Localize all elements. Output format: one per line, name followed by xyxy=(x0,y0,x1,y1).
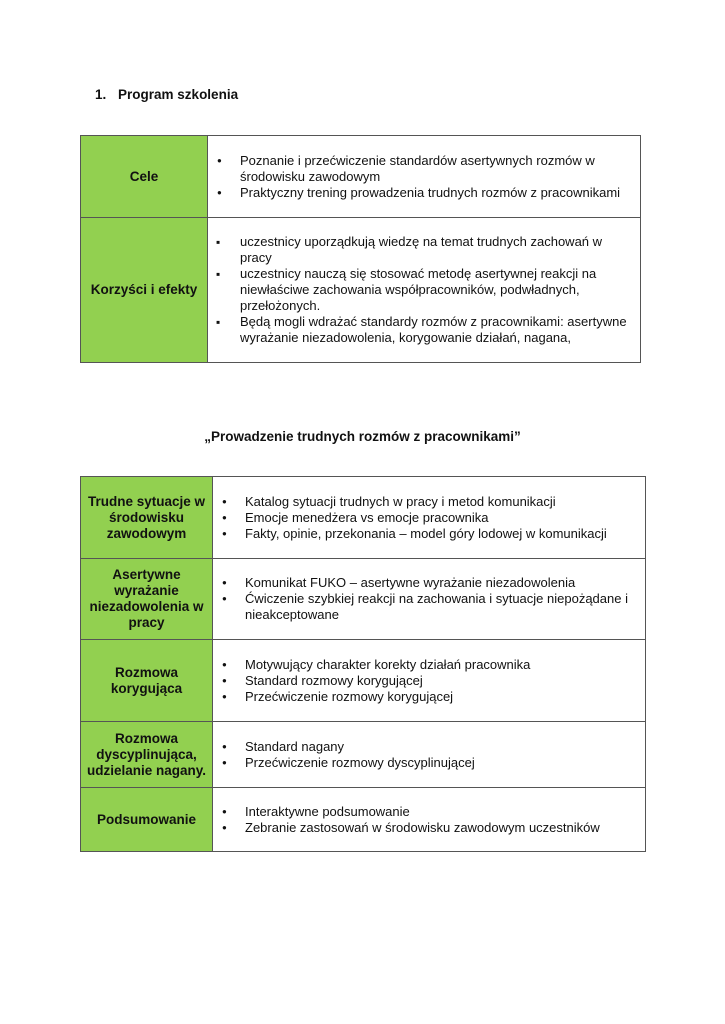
list-item: ● Emocje menedżera vs emocje pracownika xyxy=(219,510,637,526)
list-item: ● Przećwiczenie rozmowy korygującej xyxy=(219,689,637,705)
list-item: ● Praktyczny trening prowadzenia trudnych rozmów z pracownikami xyxy=(214,185,632,201)
list-item: ● Ćwiczenie szybkiej reakcji na zachowania i sytuacje niepożądane i nieakceptowane xyxy=(219,591,637,623)
table-row xyxy=(81,788,646,852)
table-row xyxy=(81,136,641,218)
table-row xyxy=(81,559,646,640)
list-item: ● Przećwiczenie rozmowy dyscyplinującej xyxy=(219,755,637,771)
row-label: Rozmowa dyscyplinująca, udzielanie nagany. xyxy=(81,722,213,788)
row-content xyxy=(213,722,646,788)
row-content xyxy=(208,136,641,218)
row-label: Rozmowa korygująca xyxy=(81,640,213,722)
list-item: ▪ Będą mogli wdrażać standardy rozmów z pracownikami: asertywne wyrażanie niezadowolenia, korygowanie działań, nagana, xyxy=(214,314,632,346)
list-item: ● Zebranie zastosowań w środowisku zawodowym uczestników xyxy=(219,820,637,836)
row-content xyxy=(213,559,646,640)
row-content xyxy=(213,640,646,722)
table-row xyxy=(81,477,646,559)
section-heading xyxy=(95,87,238,102)
list-item: ● Komunikat FUKO – asertywne wyrażanie niezadowolenia xyxy=(219,575,637,591)
list-item: ● Poznanie i przećwiczenie standardów asertywnych rozmów w środowisku zawodowym xyxy=(214,153,632,185)
row-label: Podsumowanie xyxy=(81,788,213,852)
table-row xyxy=(81,722,646,788)
list-item: ● Fakty, opinie, przekonania – model góry lodowej w komunikacji xyxy=(219,526,637,542)
row-content xyxy=(213,788,646,852)
list-item: ● Motywujący charakter korekty działań pracownika xyxy=(219,657,637,673)
row-label: Cele xyxy=(81,136,208,218)
row-label: Korzyści i efekty xyxy=(81,218,208,363)
course-title: „Prowadzenie trudnych rozmów z pracownikami” xyxy=(204,429,521,444)
course-table xyxy=(80,476,646,852)
row-label: Trudne sytuacje w środowisku zawodowym xyxy=(81,477,213,559)
section-title: Program szkolenia xyxy=(118,87,239,102)
section-number: 1. xyxy=(95,87,107,102)
table-row xyxy=(81,640,646,722)
list-item: ● Katalog sytuacji trudnych w pracy i metod komunikacji xyxy=(219,494,637,510)
list-item: ● Standard rozmowy korygującej xyxy=(219,673,637,689)
list-item: ▪ uczestnicy uporządkują wiedzę na temat trudnych zachowań w pracy xyxy=(214,234,632,266)
list-item: ▪ uczestnicy nauczą się stosować metodę asertywnej reakcji na niewłaściwe zachowania współpracowników, podwładnych, przełożonych. xyxy=(214,266,632,314)
row-label: Asertywne wyrażanie niezadowolenia w pracy xyxy=(81,559,213,640)
program-table xyxy=(80,135,641,363)
row-content xyxy=(213,477,646,559)
list-item: ● Interaktywne podsumowanie xyxy=(219,804,637,820)
list-item: ● Standard nagany xyxy=(219,739,637,755)
row-content xyxy=(208,218,641,363)
table-row xyxy=(81,218,641,363)
